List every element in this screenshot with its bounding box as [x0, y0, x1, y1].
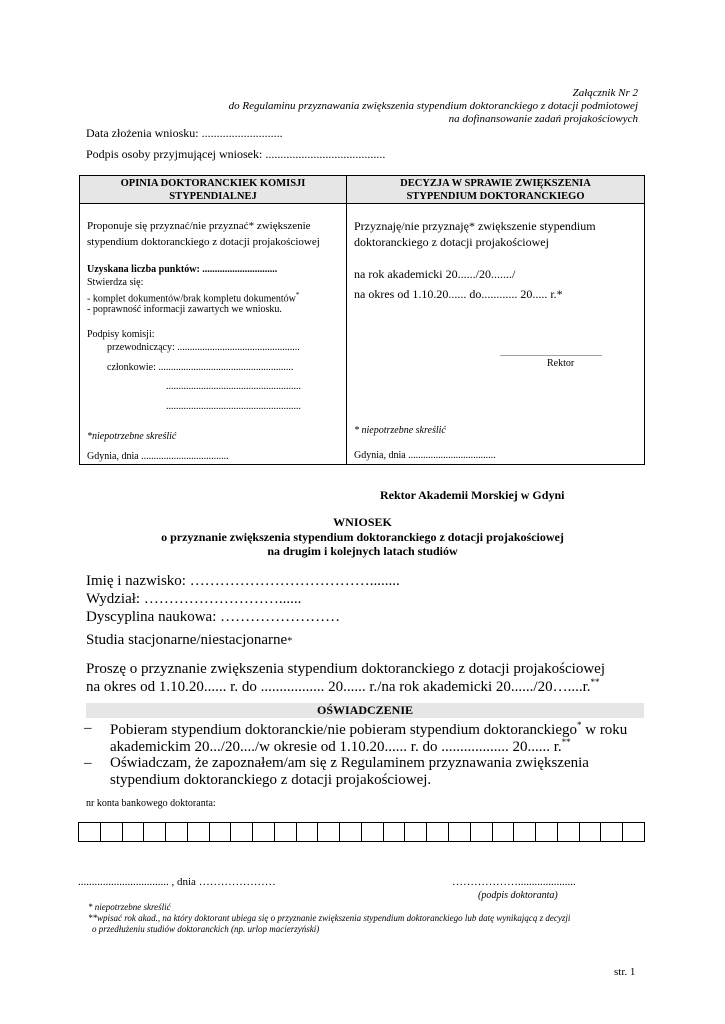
- annex-regulation-line: do Regulaminu przyznawania zwiększenia stypendium doktoranckiego z dotacji podmiotowej: [228, 100, 638, 112]
- bank-digit-cell[interactable]: [253, 823, 275, 841]
- decision-grant-line2: doktoranckiego z dotacji projakościowej: [354, 235, 549, 249]
- bank-digit-cell[interactable]: [188, 823, 210, 841]
- commission-members-line-3: ......................................................: [166, 401, 301, 412]
- studies-mode-field: [86, 632, 292, 649]
- bank-digit-cell[interactable]: [536, 823, 558, 841]
- information-correctness: - poprawność informacji zawartych we wniosku.: [87, 304, 282, 315]
- place-date-line: ................................. , dnia …………………: [78, 876, 276, 888]
- decision-grant-line1: Przyznaję/nie przyznaję* zwiększenie stypendium: [354, 219, 596, 233]
- bank-digit-cell[interactable]: [580, 823, 602, 841]
- receiver-signature: Podpis osoby przyjmującej wniosek: ........................................: [86, 147, 386, 161]
- studies-mode-mark: *: [287, 636, 293, 647]
- commission-opinion-box: [79, 175, 347, 465]
- bank-digit-cell[interactable]: [449, 823, 471, 841]
- commission-proposal-line1: Proponuje się przyznać/nie przyznać* zwiększenie: [87, 220, 311, 232]
- footnote-1: * niepotrzebne skreślić: [88, 902, 171, 912]
- declaration-item2-line1: Oświadczam, że zapoznałem/am się z Regulaminem przyznawania zwiększenia: [110, 755, 589, 771]
- bank-digit-cell[interactable]: [144, 823, 166, 841]
- footnote-2-line2: o przedłużeniu studiów doktoranckich (np. urlop macierzyński): [92, 924, 320, 934]
- bank-digit-cell[interactable]: [166, 823, 188, 841]
- declaration-item1-line2-text: akademickim 20.../20..../w okresie od 1.10.20...... r. do .................. 20...... r.: [110, 739, 562, 755]
- bank-digit-cell[interactable]: [340, 823, 362, 841]
- request-line2-mark: **: [590, 677, 600, 687]
- declaration-item1-mark1: *: [576, 720, 582, 730]
- decision-academic-year: na rok akademicki 20....../20......./: [354, 267, 516, 281]
- request-line2-text: na okres od 1.10.20...... r. do ................. 20...... r./na rok akademicki 20....../20…....r.: [86, 679, 591, 695]
- declaration-item1-end: w roku: [585, 722, 628, 738]
- commission-signatures-label: Podpisy komisji:: [87, 329, 155, 340]
- bank-digit-cell[interactable]: [623, 823, 644, 841]
- signature-caption: (podpis doktoranta): [478, 890, 558, 901]
- bank-digit-cell[interactable]: [275, 823, 297, 841]
- bank-account-label: nr konta bankowego doktoranta:: [86, 798, 216, 809]
- commission-opinion-heading: OPINIA DOKTORANCKIEK KOMISJI STYPENDIALNEJ: [80, 176, 346, 204]
- bullet-1: –: [84, 720, 92, 736]
- rector-decision-heading: DECYZJA W SPRAWIE ZWIĘKSZENIA STYPENDIUM DOKTORANCKIEGO: [347, 176, 644, 204]
- bank-digit-cell[interactable]: [210, 823, 232, 841]
- page-number: str. 1: [614, 966, 636, 978]
- studies-mode-text: Studia stacjonarne/niestacjonarne: [86, 632, 288, 648]
- commission-members-line: członkowie: ......................................................: [107, 362, 294, 373]
- declaration-item1-line2: [110, 737, 571, 756]
- bank-digit-cell[interactable]: [318, 823, 340, 841]
- bank-digit-cell[interactable]: [471, 823, 493, 841]
- discipline-field: Dyscyplina naukowa: ……………………: [86, 609, 341, 625]
- declaration-item2-line2: stypendium doktoranckiego z dotacji projakościowej.: [110, 772, 432, 788]
- bank-digit-cell[interactable]: [297, 823, 319, 841]
- bank-digit-cell[interactable]: [427, 823, 449, 841]
- application-title: WNIOSEK: [333, 515, 392, 529]
- bank-digit-cell[interactable]: [558, 823, 580, 841]
- confirm-label: Stwierdza się:: [87, 277, 144, 288]
- bank-digit-cell[interactable]: [405, 823, 427, 841]
- declaration-heading: OŚWIADCZENIE: [316, 703, 414, 717]
- points-label: Uzyskana liczba punktów: ..............................: [87, 264, 278, 275]
- bank-digit-cell[interactable]: [493, 823, 515, 841]
- bank-account-grid[interactable]: [78, 822, 645, 842]
- bank-digit-cell[interactable]: [514, 823, 536, 841]
- name-field: Imię i nazwisko: ………………………………........: [86, 573, 400, 589]
- rector-signature-line: ...................................................: [500, 349, 602, 358]
- application-subtitle-2: na drugim i kolejnych latach studiów: [267, 544, 458, 558]
- footnote-2-line1: **wpisać rok akad., na który doktorant ubiega się o przyznanie zwiększenia stypendium doktoranckiego lub datę wynikającą z decyzji: [88, 913, 571, 923]
- bank-digit-cell[interactable]: [362, 823, 384, 841]
- decision-footnote: * niepotrzebne skreślić: [354, 425, 446, 436]
- declaration-item1-text: Pobieram stypendium doktoranckie/nie pobieram stypendium doktoranckiego: [110, 722, 577, 738]
- annex-regulation-line-2: na dofinansowanie zadań projakościowych: [448, 113, 638, 125]
- bank-digit-cell[interactable]: [79, 823, 101, 841]
- annex-number: Załącznik Nr 2: [572, 87, 638, 99]
- application-subtitle-1: o przyznanie zwiększenia stypendium doktoranckiego z dotacji projakościowej: [161, 530, 564, 544]
- signature-dots: ……………….....................: [452, 876, 576, 888]
- decision-date: Gdynia, dnia ...................................: [354, 450, 496, 461]
- commission-proposal-line2: stypendium doktoranckiego z dotacji projakościowej: [87, 236, 320, 248]
- bank-digit-cell[interactable]: [101, 823, 123, 841]
- documents-completeness-text: - komplet dokumentów/brak kompletu dokumentów: [87, 293, 296, 305]
- request-line1: Proszę o przyznanie zwiększenia stypendium doktoranckiego z dotacji projakościowej: [86, 661, 605, 677]
- bank-digit-cell[interactable]: [123, 823, 145, 841]
- request-line2: [86, 677, 600, 696]
- commission-footnote: *niepotrzebne skreślić: [87, 431, 177, 442]
- bullet-2: –: [84, 755, 92, 771]
- commission-date: Gdynia, dnia ...................................: [87, 451, 229, 462]
- bank-digit-cell[interactable]: [231, 823, 253, 841]
- addressee: Rektor Akademii Morskiej w Gdyni: [380, 488, 565, 502]
- bank-digit-cell[interactable]: [601, 823, 623, 841]
- bank-digit-cell[interactable]: [384, 823, 406, 841]
- documents-completeness: [87, 291, 299, 304]
- commission-chair-line: przewodniczący: .................................................: [107, 342, 300, 353]
- commission-members-line-2: ......................................................: [166, 381, 301, 392]
- submission-date: Data złożenia wniosku: ...........................: [86, 126, 283, 140]
- documents-completeness-mark: *: [295, 291, 300, 299]
- rector-label: Rektor: [547, 358, 575, 369]
- faculty-field: Wydział: ………………………......: [86, 591, 302, 607]
- decision-period: na okres od 1.10.20...... do............ 20..... r.*: [354, 287, 563, 301]
- declaration-item1-mark2: **: [561, 737, 571, 747]
